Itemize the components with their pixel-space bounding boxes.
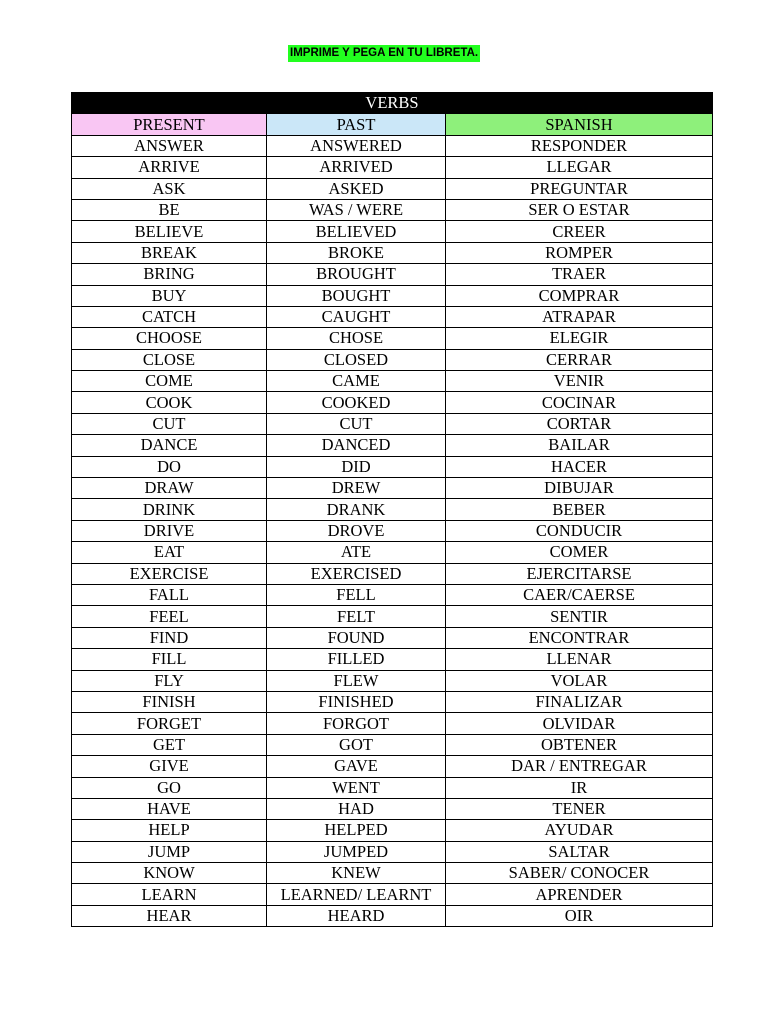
- spanish-translation-cell: SER O ESTAR: [446, 199, 713, 220]
- present-form-cell: DO: [72, 456, 267, 477]
- past-form-cell: COOKED: [267, 392, 446, 413]
- table-row: [72, 435, 713, 456]
- table-row: [72, 863, 713, 884]
- present-form-cell: BRING: [72, 264, 267, 285]
- spanish-translation-cell: SALTAR: [446, 841, 713, 862]
- past-form-cell: HEARD: [267, 905, 446, 926]
- table-row: [72, 606, 713, 627]
- past-form-cell: DANCED: [267, 435, 446, 456]
- table-row: [72, 820, 713, 841]
- table-row: [72, 328, 713, 349]
- present-form-cell: DRINK: [72, 499, 267, 520]
- spanish-translation-cell: ATRAPAR: [446, 306, 713, 327]
- present-form-cell: EAT: [72, 542, 267, 563]
- present-form-cell: FORGET: [72, 713, 267, 734]
- table-row: [72, 221, 713, 242]
- present-form-cell: FIND: [72, 627, 267, 648]
- spanish-translation-cell: RESPONDER: [446, 135, 713, 156]
- table-row: [72, 178, 713, 199]
- table-row: [72, 456, 713, 477]
- past-form-cell: EXERCISED: [267, 563, 446, 584]
- past-form-cell: BELIEVED: [267, 221, 446, 242]
- table-row: [72, 734, 713, 755]
- table-row: [72, 285, 713, 306]
- past-form-cell: FINISHED: [267, 691, 446, 712]
- present-form-cell: FEEL: [72, 606, 267, 627]
- table-row: [72, 584, 713, 605]
- spanish-translation-cell: TENER: [446, 798, 713, 819]
- table-row: [72, 199, 713, 220]
- spanish-translation-cell: CONDUCIR: [446, 520, 713, 541]
- present-form-cell: COME: [72, 371, 267, 392]
- present-form-cell: KNOW: [72, 863, 267, 884]
- past-form-cell: ARRIVED: [267, 157, 446, 178]
- table-row: [72, 499, 713, 520]
- table-row: [72, 542, 713, 563]
- table-row: [72, 841, 713, 862]
- past-form-cell: BROKE: [267, 242, 446, 263]
- table-row: [72, 157, 713, 178]
- table-row: [72, 413, 713, 434]
- spanish-translation-cell: CAER/CAERSE: [446, 584, 713, 605]
- present-form-cell: LEARN: [72, 884, 267, 905]
- table-row: [72, 905, 713, 926]
- present-form-cell: HAVE: [72, 798, 267, 819]
- spanish-translation-cell: FINALIZAR: [446, 691, 713, 712]
- spanish-translation-cell: LLEGAR: [446, 157, 713, 178]
- past-form-cell: FELL: [267, 584, 446, 605]
- spanish-translation-cell: VENIR: [446, 371, 713, 392]
- spanish-translation-cell: EJERCITARSE: [446, 563, 713, 584]
- present-form-cell: HELP: [72, 820, 267, 841]
- present-form-cell: ANSWER: [72, 135, 267, 156]
- table-row: [72, 520, 713, 541]
- spanish-translation-cell: ROMPER: [446, 242, 713, 263]
- spanish-translation-cell: OLVIDAR: [446, 713, 713, 734]
- table-row: [72, 306, 713, 327]
- present-form-cell: BE: [72, 199, 267, 220]
- spanish-translation-cell: COCINAR: [446, 392, 713, 413]
- present-form-cell: FILL: [72, 649, 267, 670]
- spanish-translation-cell: BEBER: [446, 499, 713, 520]
- table-row: [72, 135, 713, 156]
- spanish-translation-cell: LLENAR: [446, 649, 713, 670]
- present-form-cell: BREAK: [72, 242, 267, 263]
- table-header-row: [72, 114, 713, 135]
- table-row: [72, 563, 713, 584]
- spanish-translation-cell: COMER: [446, 542, 713, 563]
- spanish-translation-cell: APRENDER: [446, 884, 713, 905]
- table-row: [72, 627, 713, 648]
- past-form-cell: ATE: [267, 542, 446, 563]
- past-form-cell: FILLED: [267, 649, 446, 670]
- spanish-translation-cell: ELEGIR: [446, 328, 713, 349]
- table-row: [72, 798, 713, 819]
- past-form-cell: GAVE: [267, 756, 446, 777]
- spanish-translation-cell: DAR / ENTREGAR: [446, 756, 713, 777]
- past-form-cell: CLOSED: [267, 349, 446, 370]
- table-title: VERBS: [72, 93, 713, 114]
- past-form-cell: HAD: [267, 798, 446, 819]
- table-row: [72, 264, 713, 285]
- spanish-translation-cell: TRAER: [446, 264, 713, 285]
- past-form-cell: HELPED: [267, 820, 446, 841]
- present-form-cell: CHOOSE: [72, 328, 267, 349]
- past-form-cell: CAME: [267, 371, 446, 392]
- past-form-cell: LEARNED/ LEARNT: [267, 884, 446, 905]
- present-form-cell: ASK: [72, 178, 267, 199]
- past-form-cell: KNEW: [267, 863, 446, 884]
- spanish-translation-cell: AYUDAR: [446, 820, 713, 841]
- column-header-past: PAST: [267, 114, 446, 135]
- past-form-cell: GOT: [267, 734, 446, 755]
- table-row: [72, 691, 713, 712]
- spanish-translation-cell: PREGUNTAR: [446, 178, 713, 199]
- spanish-translation-cell: BAILAR: [446, 435, 713, 456]
- past-form-cell: CHOSE: [267, 328, 446, 349]
- present-form-cell: FLY: [72, 670, 267, 691]
- present-form-cell: BELIEVE: [72, 221, 267, 242]
- past-form-cell: ASKED: [267, 178, 446, 199]
- past-form-cell: WAS / WERE: [267, 199, 446, 220]
- past-form-cell: CUT: [267, 413, 446, 434]
- spanish-translation-cell: OIR: [446, 905, 713, 926]
- spanish-translation-cell: OBTENER: [446, 734, 713, 755]
- present-form-cell: CATCH: [72, 306, 267, 327]
- past-form-cell: DROVE: [267, 520, 446, 541]
- present-form-cell: CUT: [72, 413, 267, 434]
- table-row: [72, 777, 713, 798]
- present-form-cell: DRIVE: [72, 520, 267, 541]
- present-form-cell: BUY: [72, 285, 267, 306]
- table-row: [72, 242, 713, 263]
- spanish-translation-cell: VOLAR: [446, 670, 713, 691]
- table-row: [72, 478, 713, 499]
- present-form-cell: DANCE: [72, 435, 267, 456]
- verb-rows: [72, 135, 713, 926]
- past-form-cell: CAUGHT: [267, 306, 446, 327]
- present-form-cell: COOK: [72, 392, 267, 413]
- verbs-table: [71, 92, 713, 927]
- spanish-translation-cell: CERRAR: [446, 349, 713, 370]
- past-form-cell: DID: [267, 456, 446, 477]
- past-form-cell: DRANK: [267, 499, 446, 520]
- table-title-row: [72, 93, 713, 114]
- present-form-cell: GIVE: [72, 756, 267, 777]
- table-row: [72, 670, 713, 691]
- past-form-cell: FLEW: [267, 670, 446, 691]
- past-form-cell: FOUND: [267, 627, 446, 648]
- present-form-cell: FALL: [72, 584, 267, 605]
- spanish-translation-cell: DIBUJAR: [446, 478, 713, 499]
- past-form-cell: BOUGHT: [267, 285, 446, 306]
- column-header-spanish: SPANISH: [446, 114, 713, 135]
- present-form-cell: GET: [72, 734, 267, 755]
- print-instruction: IMPRIME Y PEGA EN TU LIBRETA.: [288, 45, 480, 62]
- present-form-cell: ARRIVE: [72, 157, 267, 178]
- spanish-translation-cell: COMPRAR: [446, 285, 713, 306]
- past-form-cell: BROUGHT: [267, 264, 446, 285]
- past-form-cell: DREW: [267, 478, 446, 499]
- table-row: [72, 756, 713, 777]
- past-form-cell: ANSWERED: [267, 135, 446, 156]
- table-row: [72, 884, 713, 905]
- present-form-cell: EXERCISE: [72, 563, 267, 584]
- spanish-translation-cell: SENTIR: [446, 606, 713, 627]
- present-form-cell: GO: [72, 777, 267, 798]
- present-form-cell: DRAW: [72, 478, 267, 499]
- past-form-cell: FELT: [267, 606, 446, 627]
- spanish-translation-cell: CORTAR: [446, 413, 713, 434]
- present-form-cell: FINISH: [72, 691, 267, 712]
- spanish-translation-cell: IR: [446, 777, 713, 798]
- spanish-translation-cell: HACER: [446, 456, 713, 477]
- past-form-cell: JUMPED: [267, 841, 446, 862]
- table-row: [72, 649, 713, 670]
- table-row: [72, 392, 713, 413]
- column-header-present: PRESENT: [72, 114, 267, 135]
- present-form-cell: CLOSE: [72, 349, 267, 370]
- present-form-cell: JUMP: [72, 841, 267, 862]
- spanish-translation-cell: SABER/ CONOCER: [446, 863, 713, 884]
- past-form-cell: FORGOT: [267, 713, 446, 734]
- spanish-translation-cell: CREER: [446, 221, 713, 242]
- table-row: [72, 349, 713, 370]
- past-form-cell: WENT: [267, 777, 446, 798]
- table-row: [72, 371, 713, 392]
- table-row: [72, 713, 713, 734]
- present-form-cell: HEAR: [72, 905, 267, 926]
- spanish-translation-cell: ENCONTRAR: [446, 627, 713, 648]
